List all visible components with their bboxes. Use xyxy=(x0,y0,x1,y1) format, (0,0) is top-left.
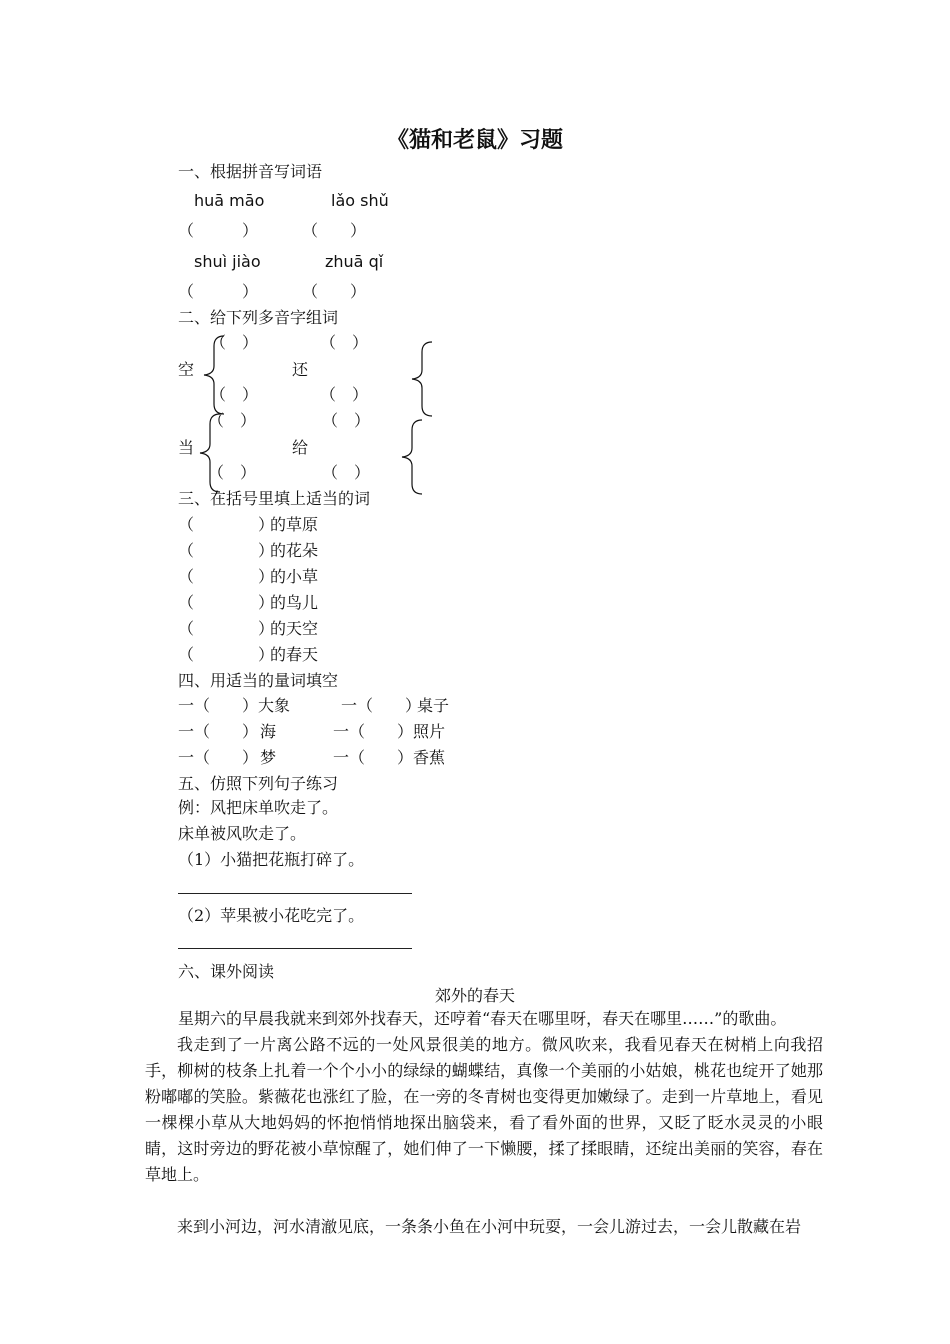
story-paragraph: 我走到了一片离公路不远的一处风景很美的地方。微风吹来，我看见春天在树梢上向我招手，柳树的枝条上扎着一个个小小的绿绿的蝴蝶结，真像一个美丽的小姑娘，桃花也绽开了她那粉嘟嘟的笑脸。紫薇花也涨红了脸，在一旁的冬青树也变得更加嫩绿了。走到一片草地上，看见一棵棵小草从大地妈妈的怀抱悄悄地探出脑袋来，看了看外面的世界，又眨了眨水灵灵的小眼睛，这时旁边的野花被小草惊醒了，她们伸了一下懒腰，揉了揉眼睛，还绽出美丽的笑容，春在草地上。 xyxy=(145,1035,823,1184)
pinyin-lao-shu: lǎo shǔ xyxy=(331,191,389,210)
yi-label: 一 xyxy=(333,722,350,741)
answer-line[interactable] xyxy=(178,948,412,949)
answer-blank[interactable]: （ ） xyxy=(320,333,369,352)
answer-blank[interactable]: （ ） xyxy=(210,333,259,352)
answer-blank[interactable]: （ ） xyxy=(178,645,275,664)
page-title: 《猫和老鼠》习题 xyxy=(386,127,563,153)
section-4-heading: 四、用适当的量词填空 xyxy=(178,671,339,690)
exercise-question: （2）苹果被小花吃完了。 xyxy=(178,906,365,925)
section-5-heading: 五、仿照下列句子练习 xyxy=(178,774,339,793)
answer-line[interactable] xyxy=(178,893,412,894)
pinyin-hua-mao: huā māo xyxy=(194,191,265,210)
yi-label: 一 xyxy=(178,748,195,767)
section-2-heading: 二、给下列多音字组词 xyxy=(178,308,339,327)
measure-noun: 梦 xyxy=(260,748,277,767)
fill-phrase: 的鸟儿 xyxy=(270,593,319,612)
fill-phrase: 的春天 xyxy=(270,645,319,664)
example-sentence: 例：风把床单吹走了。 xyxy=(178,798,339,817)
fill-phrase: 的小草 xyxy=(270,567,319,586)
answer-blank[interactable]: （ ） xyxy=(208,411,257,430)
yi-label: 一 xyxy=(333,748,350,767)
polyphone-char-gei: 给 xyxy=(292,438,309,457)
answer-blank[interactable]: （ ） xyxy=(322,463,371,482)
answer-blank[interactable]: （ ） xyxy=(208,463,257,482)
measure-noun: 照片 xyxy=(413,722,446,741)
answer-blank[interactable]: （ ） xyxy=(178,221,259,240)
answer-blank[interactable]: （ ） xyxy=(349,722,414,741)
answer-blank[interactable]: （ ） xyxy=(302,282,367,301)
exercise-question: （1）小猫把花瓶打碎了。 xyxy=(178,850,365,869)
section-3-heading: 三、在括号里填上适当的词 xyxy=(178,489,371,508)
left-brace xyxy=(406,340,438,418)
polyphone-char-dang: 当 xyxy=(178,438,195,457)
left-brace xyxy=(198,334,230,416)
measure-noun: 海 xyxy=(260,722,277,741)
section-6-heading: 六、课外阅读 xyxy=(178,962,275,981)
fill-phrase: 的草原 xyxy=(270,515,319,534)
fill-phrase: 的天空 xyxy=(270,619,319,638)
measure-noun: 大象 xyxy=(258,696,291,715)
answer-blank[interactable]: （ ） xyxy=(320,385,369,404)
answer-blank[interactable]: （ ） xyxy=(194,696,259,715)
answer-blank[interactable]: （ ） xyxy=(194,722,259,741)
answer-blank[interactable]: （ ） xyxy=(194,748,259,767)
answer-blank[interactable]: （ ） xyxy=(302,221,367,240)
left-brace xyxy=(194,412,226,494)
story-title: 郊外的春天 xyxy=(434,986,515,1005)
answer-blank[interactable]: （ ） xyxy=(178,515,275,534)
answer-blank[interactable]: （ ） xyxy=(178,567,275,586)
section-1-heading: 一、根据拼音写词语 xyxy=(178,162,323,181)
yi-label: 一 xyxy=(178,696,195,715)
example-sentence: 床单被风吹走了。 xyxy=(178,824,307,843)
answer-blank[interactable]: （ ） xyxy=(322,411,371,430)
answer-blank[interactable]: （ ） xyxy=(349,748,414,767)
answer-blank[interactable]: （ ） xyxy=(178,593,275,612)
fill-phrase: 的花朵 xyxy=(270,541,319,560)
answer-blank[interactable]: （ ） xyxy=(210,385,259,404)
story-paragraph: 来到小河边，河水清澈见底，一条条小鱼在小河中玩耍，一会儿游过去，一会儿散藏在岩 xyxy=(177,1217,802,1236)
yi-label: 一 xyxy=(178,722,195,741)
left-brace xyxy=(396,418,428,496)
answer-blank[interactable]: （ ） xyxy=(178,541,275,560)
measure-noun: 香蕉 xyxy=(413,748,446,767)
answer-blank[interactable]: （ ） xyxy=(178,619,275,638)
polyphone-char-huan: 还 xyxy=(292,360,309,379)
pinyin-shui-jiao: shuì jiào xyxy=(194,252,261,271)
answer-blank[interactable]: （ ） xyxy=(178,282,259,301)
answer-blank[interactable]: （ ） xyxy=(357,696,422,715)
measure-noun: 桌子 xyxy=(417,696,450,715)
pinyin-zhua-qi: zhuā qǐ xyxy=(325,252,384,271)
story-paragraph: 星期六的早晨我就来到郊外找春天，还哼着“春天在哪里呀，春天在哪里……”的歌曲。 xyxy=(178,1009,787,1028)
polyphone-char-kong: 空 xyxy=(178,360,195,379)
yi-label: 一 xyxy=(341,696,358,715)
